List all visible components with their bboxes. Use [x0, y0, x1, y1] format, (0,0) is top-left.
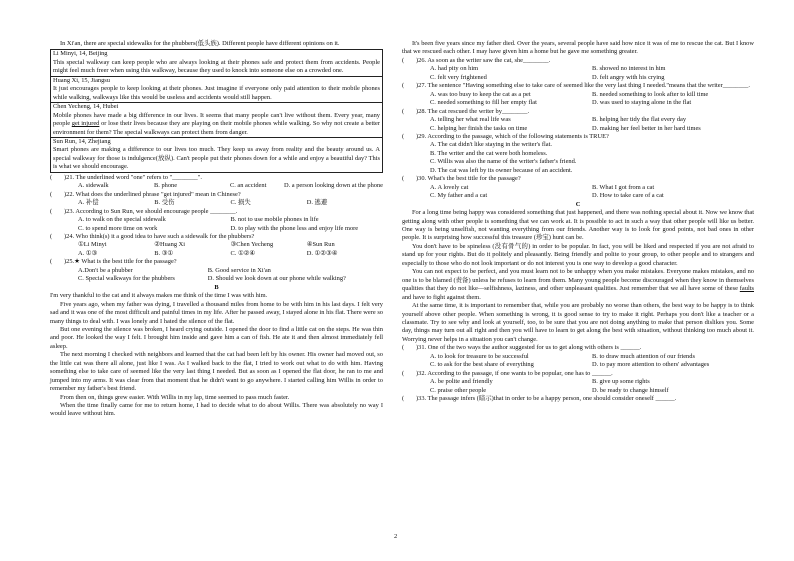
question-28: ( )28. The cat rescued the writer by________. A. telling her what real life was B. helping her tidy the flat every day C. helping her finish the tasks on time D. making her feel better in her hard times	[402, 108, 754, 133]
question-30: ( )30. What's the best title for the passage? A. A lovely cat B. What I got from a cat C. My father and a cat D. How to take care of a cat	[402, 175, 754, 200]
opinion-entry	[51, 102, 382, 137]
option: A. had pity on him	[430, 65, 479, 73]
option: C. ①②④	[230, 249, 256, 257]
option: A.Don't be a phubber	[78, 266, 133, 274]
option: C. needed something to fill her empty flat	[430, 99, 537, 107]
option: B. not to use mobile phones in life	[230, 216, 319, 224]
passage-b-paragraph: The next morning I checked with neighbors and learned that the cat had been left by his owner. His owner had moved out, so the little cat was there all alone, just like I was. As I walked back to the flat, I tried to work out what to do with him. Having something else to take care of seemed like the very last thing I needed. But as soon as I opened the flat door, he ran to me and jumped into my arms. It was clear from that moment that he didn't want to go anywhere. I started calling him Willis in order to remember my father's best friend.	[50, 351, 383, 393]
opinion-author: Huang Xi, 15, Jiangsu	[53, 76, 110, 84]
question-25: ( )25.★ What is the best title for the passage? A.Don't be a phubber B. Good service in Xi'an C. Special walkways for the phubbers D. Should we look down at our phone while walking?	[50, 258, 383, 283]
option: D. Should we look down at our phone while walking?	[207, 275, 346, 283]
option: D. was used to staying alone in the flat	[592, 99, 692, 107]
opinion-author: Li Minyi, 14, Beijing	[53, 50, 108, 58]
question-31: ( )31. One of the two ways the author suggested for us to get along with others is ______. A. to look for treasure to be successful B. to draw much attention of our friends C. to ask for the best share of everything D. to pay more attention to others' advantages	[402, 344, 754, 369]
passage-b-paragraph: But one evening the silence was broken, I heard crying outside. I opened the door to find a little cat on the steps. He was thin and poor. He looked the way I felt. I brought him inside and gave him a can of fish. He ate it and then almost immediately fell asleep.	[50, 325, 383, 350]
opinions-table	[50, 49, 383, 172]
option: C. felt very frightened	[430, 73, 487, 81]
question-22: ( )22. What does the underlined phrase "get injured" mean in Chinese? A. 补偿 B. 受伤 C. 损失 D. 逃避	[50, 191, 383, 208]
opinion-author: Sun Run, 14, Zhejiang	[53, 137, 111, 145]
option: A. sidewalk	[78, 182, 109, 190]
underlined-word: faults	[739, 285, 754, 293]
section-heading-b: B	[214, 283, 219, 291]
passage-b-paragraph: Five years ago, when my father was dying, I travelled a thousand miles from home to be with him in his last days. I felt very sad and it was one of the most difficult and painful times in my life. After he passed away, I stayed alone in his flat. There were so many things to deal with. I was lonely and I hated the silence of the flat.	[50, 300, 383, 325]
option: C. My father and a cat	[430, 192, 488, 200]
option: B. What I got from a cat	[592, 183, 655, 191]
option: A. to look for treasure to be successful	[430, 352, 529, 360]
passage-a-intro: In Xi'an, there are special sidewalks for the phubbers(低头族). Different people have different opinions on it.	[60, 40, 340, 47]
question-23: ( )23. According to Sun Run, we should encourage people ________. A. to walk on the special sidewalk B. not to use mobile phones in life C. to spend more time on work D. to play with the phone less and enjoy life more	[50, 208, 383, 233]
passage-b-paragraph: When the time finally came for me to return home, I had to decide what to do about Willis. There was absolutely no way I would leave without him.	[50, 402, 383, 418]
question-33: ( )33. The passage infers (暗示)that in order to be a happy person, one should consider oneself ______.	[402, 395, 677, 403]
passage-c-paragraph: For a long time being happy was considered something that just happened, and there was nothing special about it. Now we know that getting along with other people is something that we can work at. It is possible to act in such a way that other people will like us better. One way is being unselfish, not wanting everything from our friends. Another way is to look for good points, not bad ones in other people. It is surprising how successful this treasure (珍宝) hunt can be.	[402, 209, 754, 242]
question-27: ( )27. The sentence "Having something else to take care of seemed like the very last thing I needed."means that the writer________. A. was too busy to keep the cat as a pet B. needed something to look after to kill time C. needed something to fill her empty flat D. was used to staying alone in the flat	[402, 82, 754, 107]
option: A. be polite and friendly	[430, 378, 493, 386]
option: B. phone	[153, 182, 178, 190]
option: C. praise other people	[430, 386, 487, 394]
section-heading-c: C	[575, 200, 581, 208]
option: ③Chen Yecheng	[230, 241, 274, 249]
passage-b-paragraph: I'm very thankful to the cat and it always makes me think of the time I was with him.	[50, 292, 268, 300]
option: C. helping her finish the tasks on time	[430, 124, 528, 132]
question-21: ( )21. The underlined word "one" refers to "________". A. sidewalk B. phone C. an accident D. a person looking down at the phone	[50, 173, 383, 190]
option: D. a person looking down at the phone	[283, 182, 383, 190]
passage-b-paragraph: From then on, things grew easier. With Willis in my lap, time seemed to pass much faster.	[60, 393, 290, 401]
passage-b-paragraph: It's been five years since my father died. Over the years, several people have said how nice it was of me to rescue the cat. But I know that we rescued each other. I may have given him a home but he gave me something greater.	[402, 40, 754, 56]
option: D. 逃避	[306, 199, 328, 207]
option: D. felt angry with his crying	[592, 73, 665, 81]
option: B. showed no interest in him	[592, 65, 666, 73]
option: D. The cat was left by its owner because of an accident.	[430, 166, 573, 174]
opinion-text: Smart phones are making a difference to our lives too much. They keep us away from reality and the beauty around us. A special walkway for those is indulgence(放纵). Can't people put their phones down for a while and enjoy a beautiful day? This is what we should encourage.	[53, 146, 380, 171]
question-26: ( )26. As soon as the writer saw the cat, she________. A. had pity on him B. showed no interest in him C. felt very frightened D. felt angry with his crying	[402, 57, 754, 82]
passage-c-paragraph: At the same time, it is important to remember that, while you are probably no worse than others, the best way to be happy is to think yourself above other people. When something is wrong, it is good sense to try to make it right. Perhaps you don't like a teacher or a classmate. Try to see why and look at yourself, too, to be sure that you are not doing anything to make that person dislikes you. Some day, things may turn out all right and then you will have to learn to get along the best with situation, without thinking too much about it. Worrying never helps in a situation you can't change.	[402, 302, 754, 343]
opinion-entry	[51, 137, 382, 172]
option: B. needed something to look after to kill time	[592, 90, 709, 98]
page-number: 2	[394, 533, 398, 540]
option: C. an accident	[229, 182, 267, 190]
question-24: ( )24. Who think(s) it a good idea to have such a sidewalk for the phubbers? ①Li Minyi ②Huang Xi ③Chen Yecheng ④Sun Run A. ①③ B. ③① C. ①②④ D. ①②③④	[50, 233, 383, 258]
left-column	[50, 40, 383, 419]
right-column	[402, 40, 754, 403]
option: A. telling her what real life was	[430, 116, 511, 124]
passage-c-paragraph: You can not expect to be perfect, and you must learn not to be unhappy when you make mistakes. Everyone makes mistakes, and no one is to be blamed (责备) unless he refuses to learn from them. Many young people become discouraged when they know in themselves qualities that they do not like—selfishness, laziness, and other unpleasant qualities. Just remember that we all have some of these faults and have to fight against them.	[402, 268, 754, 301]
opinion-entry	[51, 50, 382, 75]
option: B. Good service in Xi'an	[207, 266, 271, 274]
option: ②Huang Xi	[154, 241, 186, 249]
question-32: ( )32. According to the passage, if one wants to be popular, one has to ______. A. be polite and friendly B. give up some rights C. praise other people D. be ready to change himself	[402, 370, 754, 395]
option: B. to draw much attention of our friends	[592, 352, 695, 360]
option: ④Sun Run	[306, 241, 335, 249]
option: A. ①③	[78, 249, 98, 257]
opinion-author: Chen Yecheng, 14, Hubei	[53, 103, 119, 111]
option: D. How to take care of a cat	[592, 192, 664, 200]
option: D. to pay more attention to others' advantages	[592, 361, 710, 369]
option: D. to play with the phone less and enjoy life more	[230, 224, 359, 232]
opinion-text: Mobile phones have made a big difference in our lives. It seems that many people can't live without them. Every year, many people get injured or lose their lives because they are playing on their mobile phones while walking. So why not create a better environment for them? The special walkways can protect them from danger.	[53, 111, 380, 136]
underlined-phrase: get injured	[71, 120, 100, 128]
opinion-text: This special walkway can keep people who are always looking at their phones safe and protect them from accidents. People might feel much freer when using this walkway, because they used to knock into someone else on a crowded one.	[53, 58, 380, 75]
option: B. 受伤	[154, 199, 175, 207]
option: D. be ready to change himself	[592, 386, 669, 394]
option: A. A lovely cat	[430, 183, 469, 191]
option: A. 补偿	[78, 199, 99, 207]
option: B. The writer and the cat were both homeless.	[430, 149, 548, 157]
option: ①Li Minyi	[78, 241, 107, 249]
option: A. The cat didn't like staying in the writer's flat.	[430, 141, 552, 149]
option: C. 损失	[230, 199, 251, 207]
option: C. Willis was also the name of the writer's father's friend.	[430, 158, 577, 166]
passage-c-paragraph: You don't have to be spineless (没有骨气的) in order to be popular. In fact, you will be liked and respected if you are not afraid to stand up for your rights. But do it politely and pleasantly. Being friendly and polite to your group, to other people and to strangers and especially to those who do not look important or do not interest you is one way to develop a good character.	[402, 242, 754, 267]
option: C. Special walkways for the phubbers	[78, 275, 175, 283]
option: D. ①②③④	[306, 249, 338, 257]
question-29: ( )29. According to the passage, which of the following statements is TRUE? A. The cat didn't like staying in the writer's flat. B. The writer and the cat were both homeless. C. Willis was also the name of the writer's father's friend. D. The cat was left by its owner because of an accident.	[402, 133, 754, 175]
opinion-text: It just encourages people to keep looking at their phones. Just imagine if everyone only paid attention to their mobile phones while walking, walkways like this would be useless and accidents would still happen.	[53, 85, 380, 101]
option: A. was too busy to keep the cat as a pet	[430, 90, 531, 98]
option: A. to walk on the special sidewalk	[78, 216, 166, 224]
option: B. helping her tidy the flat every day	[592, 116, 687, 124]
option: C. to spend more time on work	[78, 224, 158, 232]
option: D. making her feel better in her hard times	[592, 124, 701, 132]
option: C. to ask for the best share of everything	[430, 361, 534, 369]
opinion-entry	[51, 76, 382, 102]
option: B. ③①	[154, 249, 174, 257]
option: B. give up some rights	[592, 378, 650, 386]
